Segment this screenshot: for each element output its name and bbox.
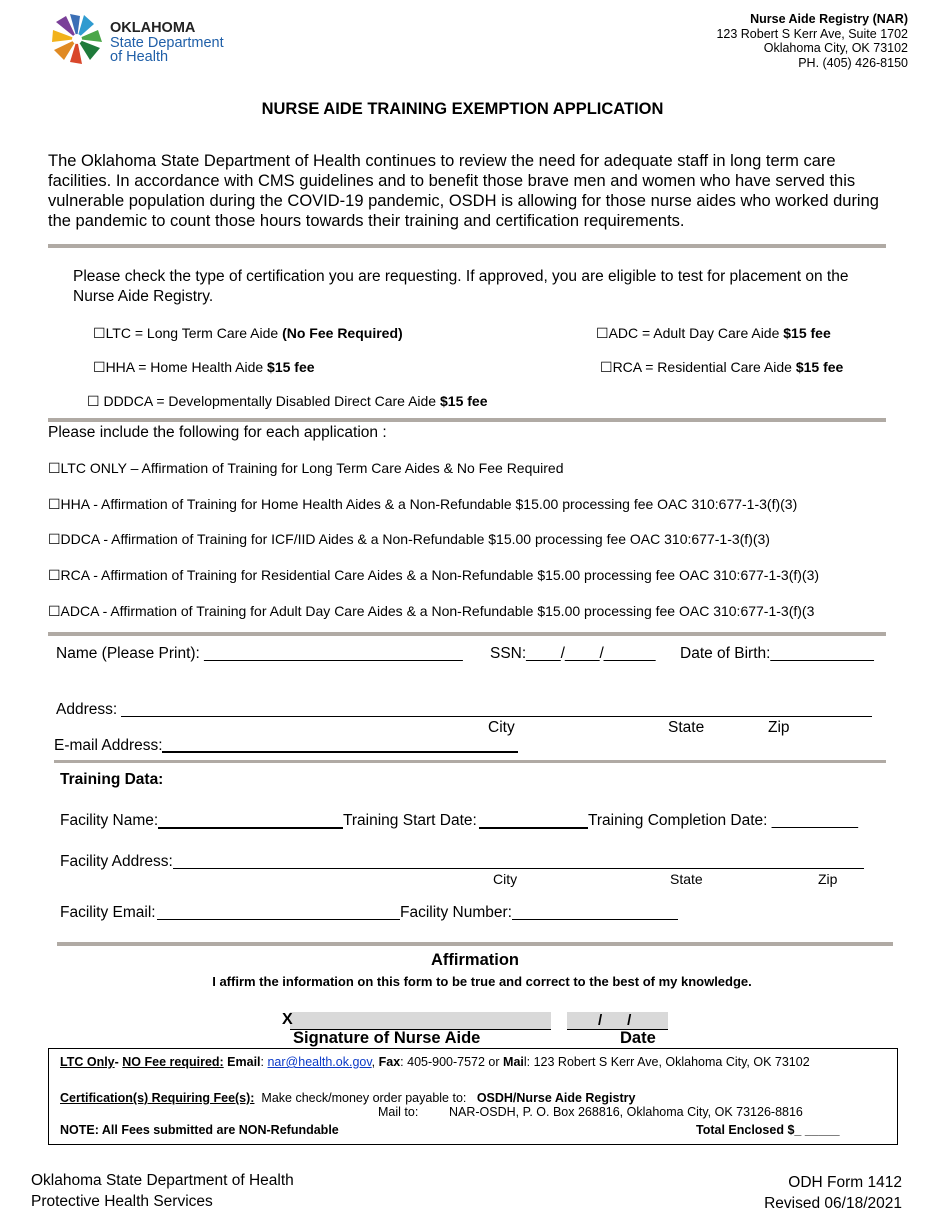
signature-label: Signature of Nurse Aide bbox=[293, 1029, 481, 1047]
facility-email-line[interactable] bbox=[157, 919, 400, 920]
email-label: Email bbox=[223, 1055, 261, 1069]
revised-date: Revised 06/18/2021 bbox=[764, 1195, 902, 1212]
option-label: RCA = Residential Care Aide bbox=[612, 359, 796, 375]
facility-name-label: Facility Name: bbox=[60, 812, 159, 829]
include-item[interactable]: ☐LTC ONLY – Affirmation of Training for Long Term Care Aides & No Fee Required bbox=[48, 460, 564, 476]
completion-date-line[interactable]: __________ bbox=[771, 812, 859, 829]
logo-line2: State Department bbox=[110, 35, 224, 51]
option-label: LTC = Long Term Care Aide bbox=[105, 325, 283, 341]
intro-paragraph bbox=[48, 151, 879, 231]
fax-label: Fax bbox=[378, 1055, 401, 1069]
facility-number-label: Facility Number: bbox=[400, 904, 512, 921]
option-fee: $15 fee bbox=[267, 359, 315, 375]
agency-logo bbox=[50, 12, 250, 68]
option-fee: (No Fee Required) bbox=[282, 325, 403, 341]
facility-city-label: City bbox=[493, 871, 518, 887]
mail-to-address: NAR-OSDH, P. O. Box 268816, Oklahoma City, OK 73126-8816 bbox=[449, 1105, 803, 1119]
refund-note: NOTE: All Fees submitted are NON-Refundable bbox=[60, 1123, 339, 1137]
option-hha[interactable] bbox=[93, 359, 315, 376]
payee: OSDH/Nurse Aide Registry bbox=[476, 1091, 636, 1105]
mail-value: l: 123 Robert S Kerr Ave, Oklahoma City, OK 73102 bbox=[523, 1055, 810, 1069]
affirmation-statement: I affirm the information on this form to be true and correct to the best of my knowledge. bbox=[212, 974, 752, 989]
fee-text: Make check/money order payable to: bbox=[254, 1091, 477, 1105]
training-heading: Training Data: bbox=[60, 771, 164, 788]
address-label: Address: bbox=[56, 701, 118, 718]
cert-instructions bbox=[73, 267, 848, 307]
option-ltc[interactable] bbox=[93, 325, 403, 342]
ltc-only-label: LTC Only bbox=[60, 1055, 115, 1069]
intro-line: vulnerable population during the COVID-19 pandemic, OSDH is allowing for those nurse aides who worked during bbox=[48, 192, 879, 210]
registry-contact bbox=[716, 12, 908, 70]
cert-instruction-line: Nurse Aide Registry. bbox=[73, 288, 214, 305]
facility-address-line[interactable] bbox=[173, 868, 864, 869]
facility-address-label: Facility Address: bbox=[60, 853, 173, 870]
option-rca[interactable] bbox=[600, 359, 843, 376]
include-item[interactable]: ☐DDCA - Affirmation of Training for ICF/IID Aides & a Non-Refundable $15.00 processing fee OAC 310:677-1-3(f)(3) bbox=[48, 531, 770, 547]
footer-org-line1: Oklahoma State Department of Health bbox=[31, 1172, 294, 1189]
completion-date-label: Training Completion Date: bbox=[588, 812, 772, 829]
facility-name-line[interactable] bbox=[158, 827, 343, 829]
fee-line bbox=[60, 1091, 635, 1105]
option-fee: $15 fee bbox=[795, 359, 844, 375]
fax-separator: , bbox=[371, 1055, 379, 1069]
mail-label: Mai bbox=[503, 1055, 524, 1069]
ltc-dash: - bbox=[114, 1055, 123, 1069]
divider bbox=[48, 244, 886, 248]
completion-date-field[interactable] bbox=[588, 812, 858, 830]
name-field[interactable] bbox=[56, 645, 463, 663]
signature-x: X bbox=[282, 1011, 293, 1028]
start-date-line[interactable] bbox=[479, 827, 588, 829]
checkbox-icon[interactable]: ☐ bbox=[87, 393, 100, 409]
cert-instruction-line: Please check the type of certification you are requesting. If approved, you are eligible to test for placement on the bbox=[73, 268, 849, 285]
registry-title: Nurse Aide Registry (NAR) bbox=[750, 12, 908, 26]
checkbox-icon[interactable]: ☐ bbox=[600, 359, 613, 375]
ltc-submission-line bbox=[60, 1055, 810, 1069]
divider bbox=[54, 760, 886, 763]
registry-address1: 123 Robert S Kerr Ave, Suite 1702 bbox=[716, 26, 908, 41]
email-colon: : bbox=[260, 1055, 268, 1069]
star-logo-icon bbox=[50, 12, 104, 66]
fax-value: : 405-900-7572 or bbox=[400, 1055, 504, 1069]
include-item[interactable]: ☐HHA - Affirmation of Training for Home Health Aides & a Non-Refundable $15.00 processing fee OAC 310:677-1-3(f)(3) bbox=[48, 496, 798, 512]
footer-org bbox=[31, 1170, 294, 1212]
option-dddca[interactable] bbox=[87, 393, 487, 410]
dob-field[interactable]: Date of Birth:____________ bbox=[680, 645, 874, 662]
intro-line: facilities. In accordance with CMS guidelines and to benefit those brave men and women who have served this bbox=[48, 172, 856, 190]
option-label: DDDCA = Developmentally Disabled Direct Care Aide bbox=[99, 393, 440, 409]
address-state-label: State bbox=[668, 719, 705, 736]
facility-zip-label: Zip bbox=[818, 871, 838, 887]
registry-phone: PH. (405) 426-8150 bbox=[798, 55, 908, 70]
option-adc[interactable] bbox=[596, 325, 831, 342]
logo-line3: of Health bbox=[110, 49, 169, 65]
date-slashes: / / bbox=[598, 1012, 632, 1029]
mail-to-label: Mail to: bbox=[378, 1105, 419, 1119]
facility-email-label: Facility Email: bbox=[60, 904, 156, 921]
include-heading: Please include the following for each application : bbox=[48, 424, 387, 441]
checkbox-icon[interactable]: ☐ bbox=[93, 325, 106, 341]
address-line[interactable] bbox=[121, 716, 872, 717]
email-link[interactable]: nar@health.ok.gov bbox=[267, 1055, 372, 1069]
intro-line: The Oklahoma State Department of Health continues to review the need for adequate staff in long term care bbox=[48, 152, 836, 170]
checkbox-icon[interactable]: ☐ bbox=[596, 325, 609, 341]
total-enclosed[interactable]: Total Enclosed $_ _____ bbox=[696, 1123, 840, 1137]
signature-field[interactable] bbox=[290, 1012, 551, 1029]
affirmation-heading: Affirmation bbox=[431, 951, 519, 969]
facility-number-line[interactable] bbox=[512, 919, 678, 920]
facility-state-label: State bbox=[670, 871, 703, 887]
address-zip-label: Zip bbox=[768, 719, 790, 736]
divider bbox=[48, 418, 886, 422]
footer-form-info bbox=[764, 1172, 902, 1214]
address-city-label: City bbox=[488, 719, 515, 736]
form-number: ODH Form 1412 bbox=[788, 1174, 902, 1191]
divider bbox=[57, 942, 893, 946]
option-label: ADC = Adult Day Care Aide bbox=[608, 325, 784, 341]
name-label: Name (Please Print): bbox=[56, 645, 205, 662]
ssn-field[interactable]: SSN:____/____/______ bbox=[490, 645, 656, 662]
option-label: HHA = Home Health Aide bbox=[105, 359, 268, 375]
include-item[interactable]: ☐ADCA - Affirmation of Training for Adult Day Care Aides & a Non-Refundable $15.00 processing fee OAC 310:677-1-3(f)(3 bbox=[48, 603, 815, 619]
include-item[interactable]: ☐RCA - Affirmation of Training for Residential Care Aides & a Non-Refundable $15.00 processing fee OAC 310:677-1-3(f)(3) bbox=[48, 567, 820, 583]
checkbox-icon[interactable]: ☐ bbox=[93, 359, 106, 375]
start-date-label: Training Start Date: bbox=[343, 812, 477, 829]
logo-line1: OKLAHOMA bbox=[110, 20, 196, 36]
email-line[interactable] bbox=[162, 751, 518, 753]
intro-line: the pandemic to count those hours towards their training and certification requirements. bbox=[48, 212, 685, 230]
option-fee: $15 fee bbox=[440, 393, 488, 409]
fee-heading: Certification(s) Requiring Fee(s): bbox=[60, 1091, 255, 1105]
footer-org-line2: Protective Health Services bbox=[31, 1193, 213, 1210]
registry-address2: Oklahoma City, OK 73102 bbox=[763, 41, 908, 55]
option-fee: $15 fee bbox=[783, 325, 831, 341]
page-title: NURSE AIDE TRAINING EXEMPTION APPLICATION bbox=[261, 100, 664, 118]
name-line[interactable]: ______________________________ bbox=[204, 645, 463, 662]
divider bbox=[48, 632, 886, 636]
date-label: Date bbox=[620, 1029, 656, 1047]
no-fee-label: NO Fee required: bbox=[122, 1055, 224, 1069]
email-label: E-mail Address: bbox=[54, 737, 163, 754]
